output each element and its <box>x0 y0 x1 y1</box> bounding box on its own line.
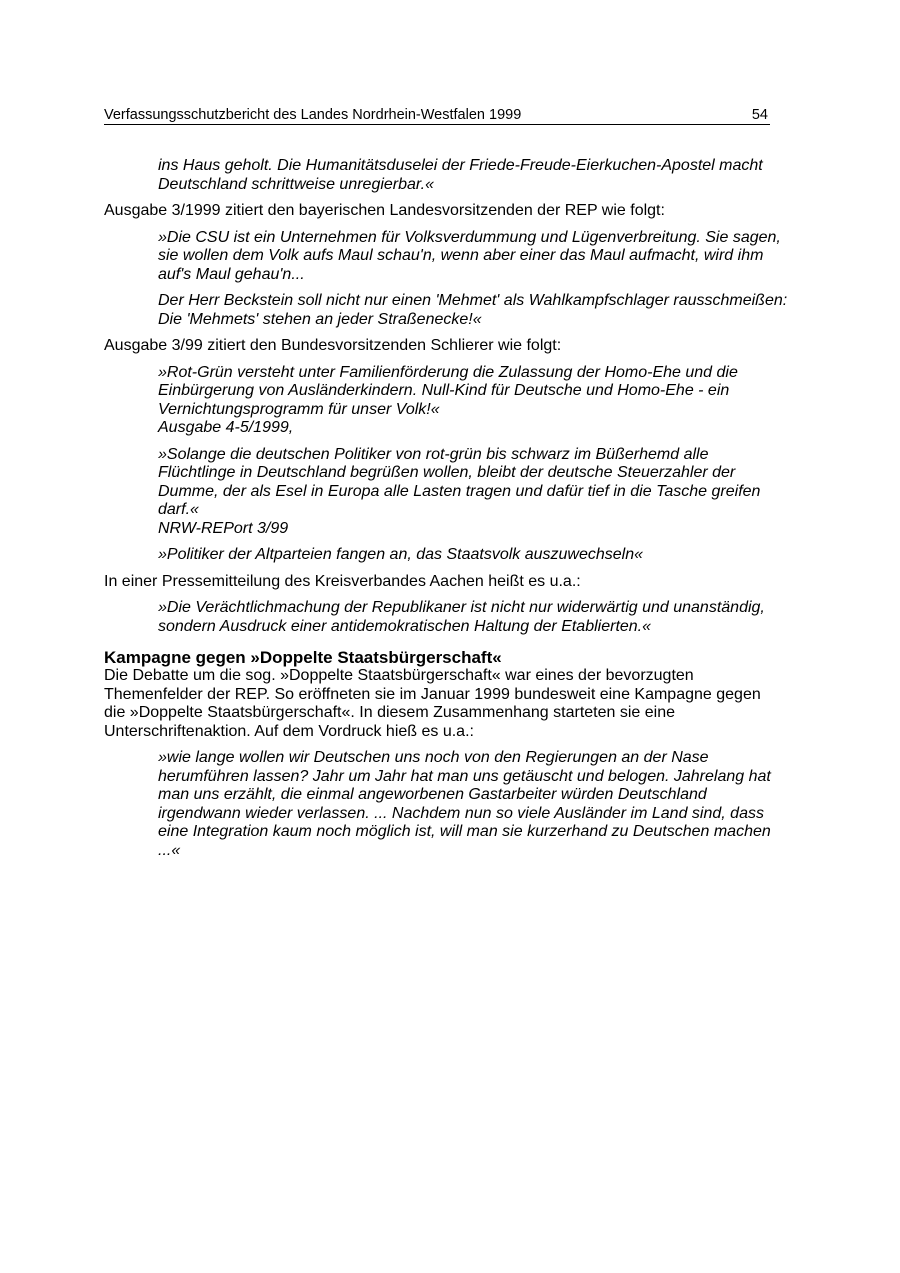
text-line: NRW-REPort 3/99 <box>158 519 289 537</box>
quote-paragraph <box>158 364 804 438</box>
text-line: Ausgabe 4-5/1999, <box>158 419 294 436</box>
paragraph: In einer Pressemitteilung des Kreisverbandes Aachen heißt es u.a.: <box>104 572 581 590</box>
text-line: »Solange die deutschen Politiker von rot-grün bis schwarz im Büßerhemd alle <box>158 445 709 463</box>
text-line: Vernichtungsprogramm für unser Volk!« <box>158 400 440 418</box>
text-line: herumführen lassen? Jahr um Jahr hat man uns getäuscht und belogen. Jahrelang hat <box>158 767 771 785</box>
text-line: sondern Ausdruck einer antidemokratischen Haltung der Etablierten.« <box>158 617 652 635</box>
block-quote <box>158 749 804 860</box>
text-line: Einbürgerung von Ausländerkindern. Null-Kind für Deutsche und Homo-Ehe - ein <box>158 382 730 399</box>
text-line: eine Integration kaum noch möglich ist, will man sie kurzerhand zu Deutschen machen <box>158 823 771 840</box>
quote-paragraph <box>158 446 804 539</box>
text-line: »Rot-Grün versteht unter Familienförderung die Zulassung der Homo-Ehe und die <box>158 363 738 381</box>
paragraph: Ausgabe 3/99 zitiert den Bundesvorsitzenden Schlierer wie folgt: <box>104 337 562 354</box>
text-line: Die Debatte um die sog. »Doppelte Staatsbürgerschaft« war eines der bevorzugten <box>104 667 694 684</box>
block-quote <box>158 229 804 330</box>
text-line: auf's Maul gehau'n... <box>158 265 305 283</box>
paragraph: Ausgabe 3/1999 zitiert den bayerischen Landesvorsitzenden der REP wie folgt: <box>104 202 665 219</box>
text-line: »Die CSU ist ein Unternehmen für Volksverdummung und Lügenverbreitung. Sie sagen, <box>158 228 781 246</box>
block-quote <box>158 599 804 636</box>
text-line: darf.« <box>158 501 199 518</box>
paragraph <box>104 667 804 741</box>
section-heading: Kampagne gegen »Doppelte Staatsbürgerschaft« <box>104 648 502 667</box>
text-line: Unterschriftenaktion. Auf dem Vordruck hieß es u.a.: <box>104 722 474 740</box>
quote-paragraph <box>158 546 804 565</box>
text-line: ...« <box>158 841 181 859</box>
text-line: man uns erzählt, die einmal angeworbenen Gastarbeiter würden Deutschland <box>158 786 707 803</box>
text-line: »Politiker der Altparteien fangen an, das Staatsvolk auszuwechseln« <box>158 546 644 563</box>
text-line: die »Doppelte Staatsbürgerschaft«. In diesem Zusammenhang starteten sie eine <box>104 704 675 721</box>
block-quote <box>158 364 804 565</box>
text-line: Deutschland schrittweise unregierbar.« <box>158 175 434 193</box>
document-body <box>104 157 804 860</box>
text-line: Der Herr Beckstein soll nicht nur einen 'Mehmet' als Wahlkampfschlager rausschmeißen: <box>158 292 788 309</box>
text-line: Themenfelder der REP. So eröffneten sie im Januar 1999 bundesweit eine Kampagne gegen <box>104 685 761 703</box>
page-header <box>104 106 770 125</box>
block-quote <box>158 157 804 194</box>
text-line: Flüchtlinge in Deutschland begrüßen wollen, bleibt der deutsche Steuerzahler der <box>158 464 736 481</box>
quote-paragraph <box>158 229 804 285</box>
text-line: sie wollen dem Volk aufs Maul schau'n, wenn aber einer das Maul aufmacht, wird ihm <box>158 247 764 264</box>
text-line: »wie lange wollen wir Deutschen uns noch von den Regierungen an der Nase <box>158 749 709 766</box>
text-line: »Die Verächtlichmachung der Republikaner ist nicht nur widerwärtig und unanständig, <box>158 599 765 616</box>
text-line: ins Haus geholt. Die Humanitätsduselei der Friede-Freude-Eierkuchen-Apostel macht <box>158 157 763 174</box>
document-title: Verfassungsschutzbericht des Landes Nordrhein-Westfalen 1999 <box>104 107 522 123</box>
page-number: 54 <box>751 107 768 123</box>
text-line: Dumme, der als Esel in Europa alle Lasten tragen und dafür tief in die Tasche greifen <box>158 482 761 500</box>
text-line: Die 'Mehmets' stehen an jeder Straßenecke!« <box>158 310 482 328</box>
text-line: irgendwann wieder verlassen. ... Nachdem nun so viele Ausländer im Land sind, dass <box>158 804 764 822</box>
quote-paragraph <box>158 292 804 329</box>
